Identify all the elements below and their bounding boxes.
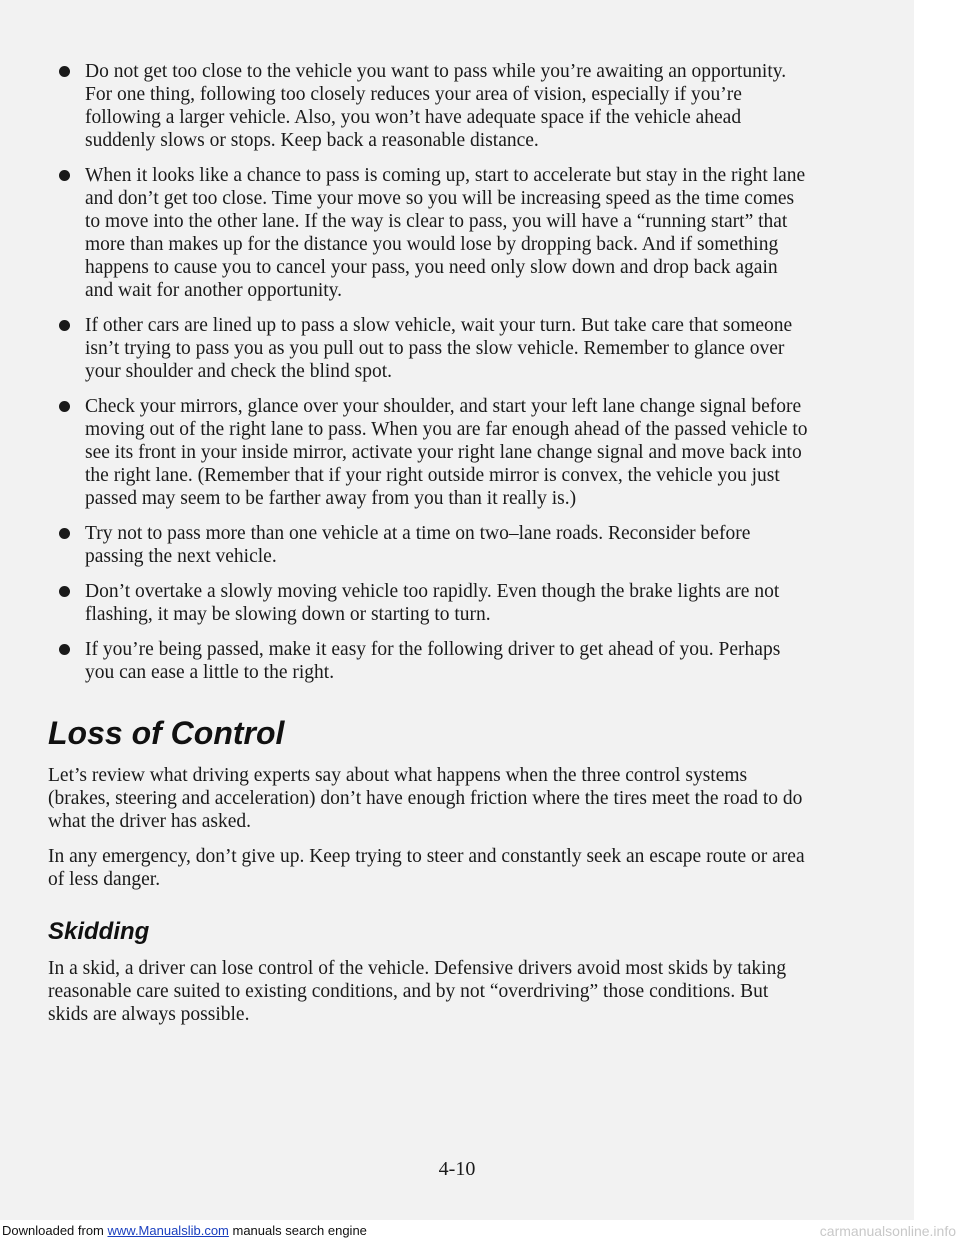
subsection-heading-skidding: Skidding <box>48 918 150 945</box>
bullet-text: When it looks like a chance to pass is coming up, start to accelerate but stay in the right lane and don’t get too close. Time your move so you will be increasing speed as the time comes to move into the other lane. If the way is clear to pass, you will have a “running start” that more than makes up for the distance you would lose by dropping back. And if something happens to cause you to cancel your pass, you need only slow down and drop back again and wait for another opportunity. <box>85 165 806 301</box>
list-item <box>48 395 808 510</box>
passing-tips-list <box>48 60 808 684</box>
bullet-icon <box>59 528 70 539</box>
list-item <box>48 522 808 568</box>
bullet-icon <box>59 66 70 77</box>
footer-suffix: manuals search engine <box>228 1223 367 1238</box>
bullet-icon <box>59 401 70 412</box>
bullet-text: Don’t overtake a slowly moving vehicle too rapidly. Even though the brake lights are not flashing, it may be slowing down or starting to turn. <box>85 581 780 625</box>
bullet-text: Do not get too close to the vehicle you want to pass while you’re awaiting an opportunity. For one thing, following too closely reduces your area of vision, especially if you’re following a larger vehicle. Also, you won’t have adequate space if the vehicle ahead suddenly slows or stops. Keep back a reasonable distance. <box>85 61 787 151</box>
section-heading-loss-of-control: Loss of Control <box>48 715 285 751</box>
bullet-icon <box>59 170 70 181</box>
bullet-text: If you’re being passed, make it easy for the following driver to get ahead of you. Perhaps you can ease a little to the right. <box>85 639 781 683</box>
bullet-text: Try not to pass more than one vehicle at a time on two–lane roads. Reconsider before passing the next vehicle. <box>85 523 751 567</box>
paragraph: In any emergency, don’t give up. Keep trying to steer and constantly seek an escape route or area of less danger. <box>48 846 805 890</box>
list-item <box>48 60 808 152</box>
bullet-icon <box>59 586 70 597</box>
bullet-text: If other cars are lined up to pass a slow vehicle, wait your turn. But take care that someone isn’t trying to pass you as you pull out to pass the slow vehicle. Remember to glance over your shoulder and check the blind spot. <box>85 315 793 382</box>
bullet-icon <box>59 644 70 655</box>
list-item <box>48 580 808 626</box>
bullet-icon <box>59 320 70 331</box>
list-item <box>48 164 808 302</box>
manualslib-link[interactable]: www.Manualslib.com <box>107 1223 229 1238</box>
paragraph: In a skid, a driver can lose control of the vehicle. Defensive drivers avoid most skids by taking reasonable care suited to existing conditions, and by not “overdriving” those conditions. But skids are always possible. <box>48 958 787 1025</box>
list-item <box>48 314 808 383</box>
footer-prefix: Downloaded from <box>2 1223 108 1238</box>
bullet-text: Check your mirrors, glance over your shoulder, and start your left lane change signal before moving out of the right lane to pass. When you are far enough ahead of the passed vehicle to see its front in your inside mirror, activate your right lane change signal and move back into the right lane. (Remember that if your right outside mirror is convex, the vehicle you just passed may seem to be farther away from you than it really is.) <box>85 396 808 509</box>
paragraph: Let’s review what driving experts say about what happens when the three control systems (brakes, steering and acceleration) don’t have enough friction where the tires meet the road to do what the driver has asked. <box>48 765 803 832</box>
footer-source <box>2 1220 367 1242</box>
download-footer <box>0 1220 960 1242</box>
watermark-text: carmanualsonline.info <box>819 1223 956 1239</box>
page-number: 4-10 <box>438 1158 476 1180</box>
page-content <box>48 60 808 1038</box>
list-item <box>48 638 808 684</box>
